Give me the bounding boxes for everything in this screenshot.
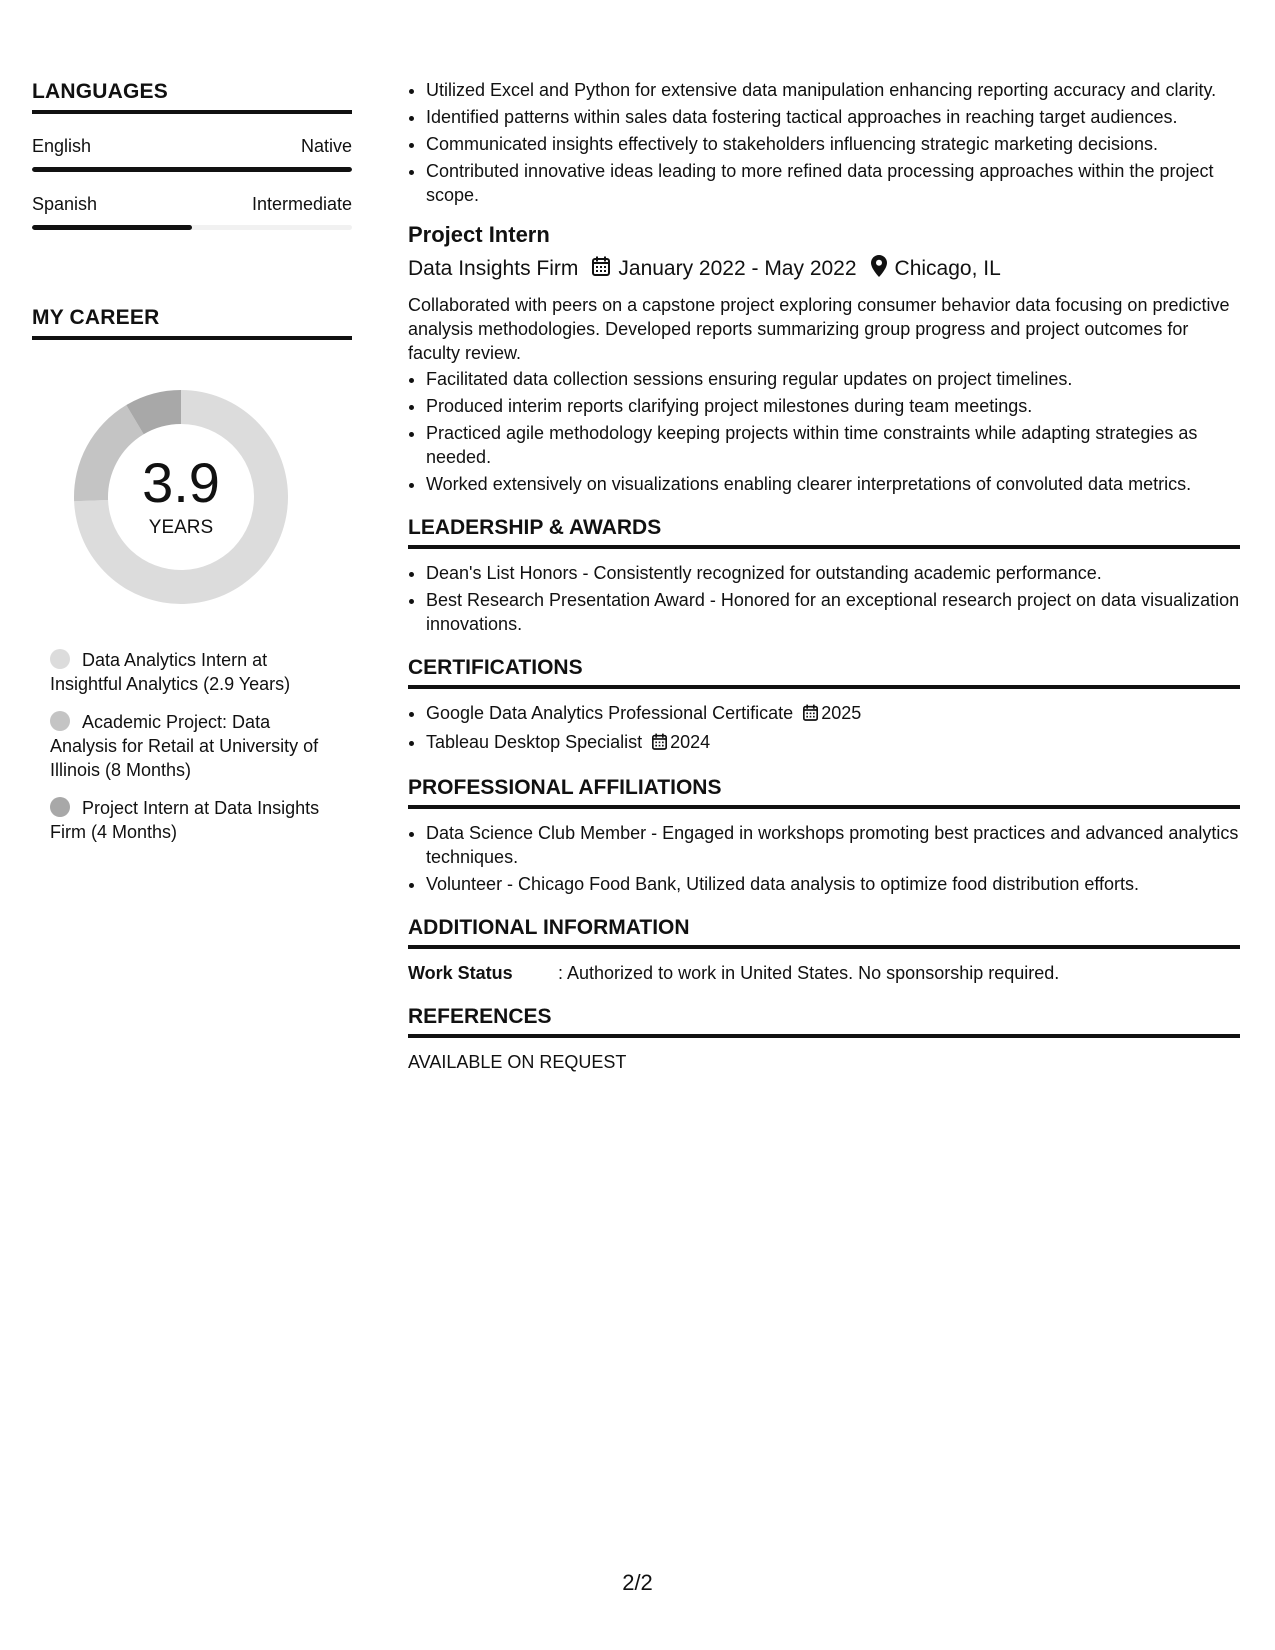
leadership-item: • Best Research Presentation Award - Honored for an exceptional research project on data visualization innovations. [426, 588, 1240, 636]
leadership-title: LEADERSHIP & AWARDS [408, 516, 1240, 549]
career-donut-chart [66, 382, 296, 612]
experience-bullet: • Contributed innovative ideas leading to more refined data processing approaches within the project scope. [426, 159, 1240, 207]
affiliations-list [408, 821, 1240, 896]
job-description: Collaborated with peers on a capstone project exploring consumer behavior data focusing on predictive analysis methodologies. Developed reports summarizing group progress and project outcomes for faculty review. [408, 295, 1230, 363]
language-level: Intermediate [251, 194, 352, 214]
language-bar [32, 225, 352, 230]
affiliations-title: PROFESSIONAL AFFILIATIONS [408, 776, 1240, 809]
language-item [32, 194, 352, 230]
career-legend-item [50, 648, 330, 696]
legend-label: Data Analytics Intern at Insightful Analytics (2.9 Years) [50, 650, 291, 694]
languages-title: LANGUAGES [32, 80, 352, 114]
references-title: REFERENCES [408, 1005, 1240, 1038]
job-location: Chicago, IL [894, 257, 1001, 280]
job-bullet: • Facilitated data collection sessions ensuring regular updates on project timelines. [426, 367, 1240, 391]
legend-label: Project Intern at Data Insights Firm (4 Months) [50, 798, 320, 842]
language-item [32, 136, 352, 172]
certifications-list [408, 701, 1240, 756]
map-pin-icon [871, 255, 887, 283]
job-bullet: • Practiced agile methodology keeping projects within time constraints while adapting strategies as needed. [426, 421, 1240, 469]
job-dates: January 2022 - May 2022 [618, 257, 857, 280]
job-title: Project Intern [408, 222, 550, 247]
certification-name: Tableau Desktop Specialist [426, 732, 643, 752]
career-legend-item [50, 710, 330, 782]
language-bar-fill [32, 167, 352, 172]
legend-label: Academic Project: Data Analysis for Retail at University of Illinois (8 Months) [50, 712, 319, 780]
job-bullets [408, 367, 1240, 496]
work-status-row [408, 961, 1240, 985]
certification-year: 2025 [821, 703, 862, 723]
career-legend-item [50, 796, 330, 844]
leadership-item: • Dean's List Honors - Consistently recognized for outstanding academic performance. [426, 561, 1240, 585]
calendar-icon [652, 732, 667, 756]
job-meta [408, 255, 1240, 283]
language-level: Native [300, 136, 352, 156]
certification-item [426, 730, 1240, 756]
calendar-icon [803, 703, 818, 727]
experience-bullets [408, 78, 1240, 207]
job-company: Data Insights Firm [408, 257, 579, 280]
certification-year: 2024 [670, 732, 711, 752]
certifications-title: CERTIFICATIONS [408, 656, 1240, 689]
work-status-label: Work Status [408, 963, 513, 983]
right-column [408, 78, 1240, 1074]
experience-bullet: • Utilized Excel and Python for extensive data manipulation enhancing reporting accuracy and clarity. [426, 78, 1240, 102]
leadership-list [408, 561, 1240, 636]
language-bar-fill [32, 225, 192, 230]
legend-dot-icon [50, 649, 70, 669]
references-text: AVAILABLE ON REQUEST [408, 1052, 627, 1072]
language-name: Spanish [32, 194, 98, 214]
affiliation-item: • Data Science Club Member - Engaged in workshops promoting best practices and advanced analytics techniques. [426, 821, 1240, 869]
affiliation-item: • Volunteer - Chicago Food Bank, Utilized data analysis to optimize food distribution efforts. [426, 872, 1240, 896]
legend-dot-icon [50, 711, 70, 731]
job-bullet: • Produced interim reports clarifying project milestones during team meetings. [426, 394, 1240, 418]
career-title: MY CAREER [32, 306, 352, 340]
career-legend [50, 648, 330, 844]
language-name: English [32, 136, 92, 156]
left-column [32, 80, 352, 858]
certification-item [426, 701, 1240, 727]
career-total-value: 3.9 [142, 451, 220, 514]
career-total-unit: YEARS [148, 517, 214, 538]
page-number: 2/2 [622, 1570, 653, 1595]
certification-name: Google Data Analytics Professional Certificate [426, 703, 794, 723]
work-status-value: : Authorized to work in United States. No sponsorship required. [558, 963, 1060, 983]
legend-dot-icon [50, 797, 70, 817]
experience-bullet: • Identified patterns within sales data fostering tactical approaches in reaching target audiences. [426, 105, 1240, 129]
additional-info-title: ADDITIONAL INFORMATION [408, 916, 1240, 949]
language-bar [32, 167, 352, 172]
job-bullet: • Worked extensively on visualizations enabling clearer interpretations of convoluted data metrics. [426, 472, 1240, 496]
experience-bullet: • Communicated insights effectively to stakeholders influencing strategic marketing decisions. [426, 132, 1240, 156]
calendar-icon [592, 256, 610, 282]
